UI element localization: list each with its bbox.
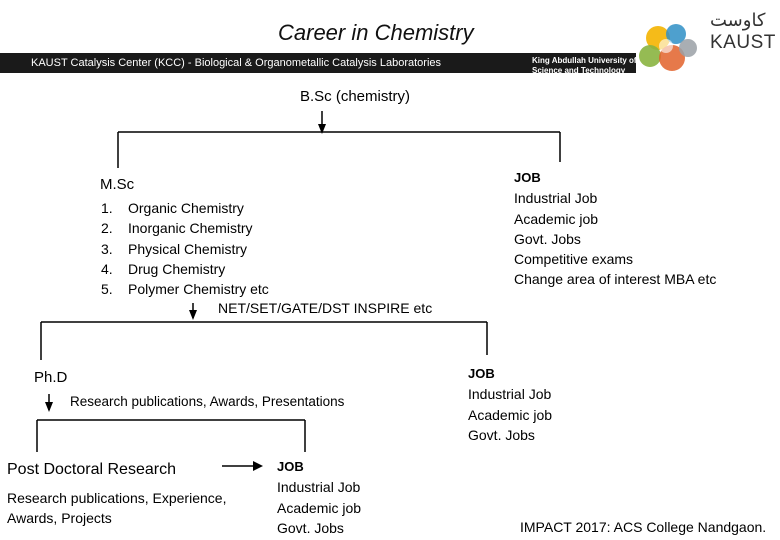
postdoc-note-line: Awards, Projects [7,510,112,527]
msc-exams: NET/SET/GATE/DST INSPIRE etc [218,300,433,316]
university-name-line: King Abdullah University of [532,56,637,65]
list-item: 4. Drug Chemistry [101,260,226,277]
list-item: 2. Inorganic Chemistry [101,220,253,237]
job1-block [514,168,716,290]
list-item: Industrial Job [277,479,361,496]
job1-heading: JOB [514,170,541,185]
job2-heading: JOB [468,366,495,381]
arrowhead-postdoc-job [253,461,263,471]
list-item: Industrial Job [468,386,552,403]
job3-heading: JOB [277,459,304,474]
footer-credit: IMPACT 2017: ACS College Nandgaon. [520,519,767,535]
list-item: Academic job [468,406,553,423]
list-item: Govt. Jobs [277,519,344,536]
job2-block [468,364,552,445]
list-item: Competitive exams [514,251,634,268]
postdoc-label: Post Doctoral Research [7,461,176,478]
list-item: Academic job [514,210,599,227]
root-label: B.Sc (chemistry) [300,88,411,105]
list-item: 5. Polymer Chemistry etc [101,281,269,298]
university-name-line: Science and Technology [532,66,626,75]
arrowhead-phd [45,402,53,412]
list-item: 3. Physical Chemistry [101,240,248,257]
list-item: Govt. Jobs [468,426,535,443]
postdoc-note [7,488,226,529]
logo-arabic-text: كاوست [710,10,766,31]
postdoc-note-line: Research publications, Experience, [7,490,227,506]
slide-title: Career in Chemistry [278,20,474,45]
list-item: Change area of interest MBA etc [514,271,717,288]
banner-text: KAUST Catalysis Center (KCC) - Biological & Organometallic Catalysis Laboratories [31,57,442,69]
list-item: Industrial Job [514,190,598,207]
msc-subject-list [101,198,269,299]
list-item: Govt. Jobs [514,230,581,247]
msc-label: M.Sc [100,176,135,193]
list-item: 1. Organic Chemistry [101,200,244,216]
phd-label: Ph.D [34,369,68,386]
arrowhead-msc [189,310,197,320]
logo-word: KAUST [710,32,776,53]
phd-note: Research publications, Awards, Presentations [70,394,345,409]
list-item: Academic job [277,499,362,516]
job3-block [277,457,361,538]
